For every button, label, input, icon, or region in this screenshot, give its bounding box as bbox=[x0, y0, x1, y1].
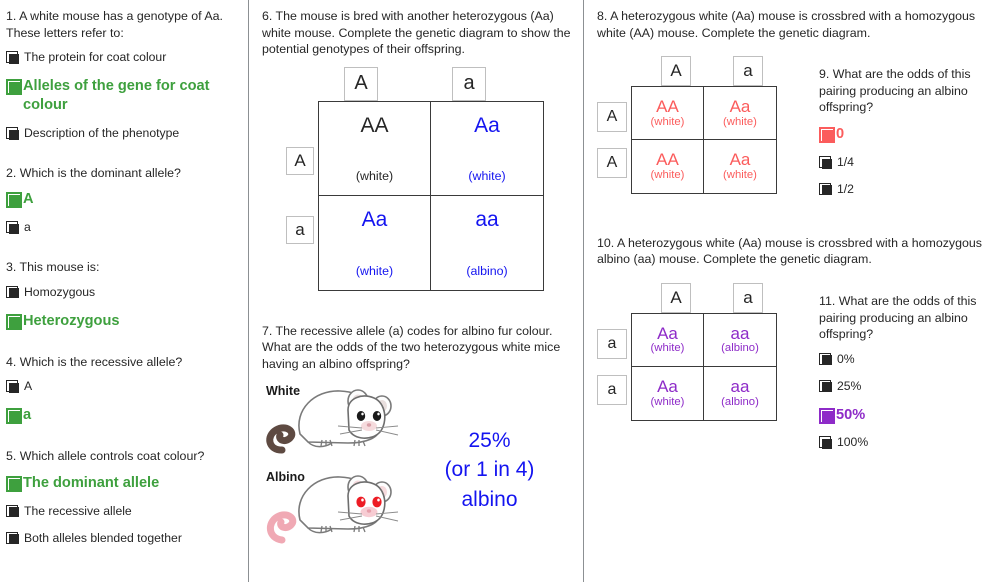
punnett-grid bbox=[631, 86, 777, 194]
option-label: 1/2 bbox=[837, 181, 854, 196]
punnett-cell[interactable] bbox=[704, 314, 776, 367]
question-10-text: 10. A heterozygous white (Aa) mouse is crossbred with a homozygous albino (aa) mouse. Complete the genetic diagram. bbox=[597, 235, 982, 267]
question-3-text: 3. This mouse is: bbox=[6, 260, 100, 275]
checkbox-icon[interactable] bbox=[819, 380, 832, 393]
allele-box-side-1: a bbox=[286, 216, 314, 244]
punnett-cell[interactable] bbox=[632, 140, 704, 193]
option-label: The protein for coat colour bbox=[24, 50, 167, 65]
allele-box-side-1: A bbox=[597, 148, 627, 178]
checkbox-icon[interactable] bbox=[6, 505, 19, 518]
allele-box-top-1: a bbox=[733, 56, 763, 86]
column-one bbox=[0, 0, 248, 582]
checkbox-icon[interactable] bbox=[819, 353, 832, 366]
punnett-cell[interactable] bbox=[431, 196, 543, 290]
question-6-text: 6. The mouse is bred with another heterozygous (Aa) white mouse. Complete the genetic diagram to show the potential genotypes of their offspring. bbox=[262, 9, 571, 57]
checkbox-icon[interactable] bbox=[6, 221, 19, 234]
cell-phenotype: (albino) bbox=[721, 342, 759, 355]
option-q5-2[interactable] bbox=[6, 531, 240, 547]
cell-phenotype: (white) bbox=[650, 395, 685, 408]
option-label: a bbox=[24, 220, 31, 235]
allele-box-top-1: a bbox=[452, 67, 486, 101]
cell-genotype: Aa bbox=[657, 377, 678, 397]
checkbox-icon[interactable] bbox=[6, 476, 21, 491]
option-label: Both alleles blended together bbox=[24, 530, 182, 545]
punnett-square-q10 bbox=[597, 283, 805, 421]
option-label: Heterozygous bbox=[23, 312, 120, 329]
punnett-cell[interactable] bbox=[319, 102, 431, 196]
question-1-options bbox=[6, 50, 240, 142]
cell-phenotype: (albino) bbox=[721, 395, 759, 408]
question-5-text: 5. Which allele controls coat colour? bbox=[6, 449, 205, 464]
checkbox-icon[interactable] bbox=[6, 532, 19, 545]
question-3-options bbox=[6, 285, 240, 331]
checkbox-icon[interactable] bbox=[819, 436, 832, 449]
option-label: a bbox=[23, 407, 32, 424]
cell-genotype: aa bbox=[730, 323, 750, 343]
option-label: 1/4 bbox=[837, 155, 854, 170]
cell-genotype: Aa bbox=[729, 150, 751, 170]
punnett-side-alleles bbox=[597, 313, 627, 421]
cell-phenotype: (white) bbox=[650, 115, 685, 128]
question-2-text: 2. Which is the dominant allele? bbox=[6, 165, 181, 180]
cell-genotype: Aa bbox=[657, 323, 678, 343]
question-7-answer bbox=[402, 380, 573, 515]
cell-genotype: AA bbox=[360, 113, 389, 137]
allele-box-side-0: A bbox=[597, 102, 627, 132]
white-mouse-label: White bbox=[266, 383, 301, 398]
question-8-text: 8. A heterozygous white (Aa) mouse is crossbred with a homozygous white (AA) mouse. Complete the genetic diagram. bbox=[597, 9, 976, 40]
punnett-cell[interactable] bbox=[632, 367, 704, 420]
option-label: The recessive allele bbox=[24, 503, 132, 518]
option-q11-2[interactable] bbox=[819, 406, 996, 425]
option-q5-1[interactable] bbox=[6, 504, 240, 520]
checkbox-icon[interactable] bbox=[6, 51, 19, 64]
option-q11-0[interactable] bbox=[819, 352, 996, 368]
allele-box-side-0: a bbox=[597, 329, 627, 359]
checkbox-icon[interactable] bbox=[6, 314, 21, 329]
albino-mouse-figure bbox=[262, 466, 402, 552]
allele-box-side-0: A bbox=[286, 147, 314, 175]
checkbox-icon[interactable] bbox=[6, 192, 21, 207]
punnett-cell[interactable] bbox=[632, 314, 704, 367]
option-q11-3[interactable] bbox=[819, 435, 996, 451]
question-1-text: 1. A white mouse has a genotype of Aa. These letters refer to: bbox=[6, 9, 223, 40]
cell-phenotype: (white) bbox=[723, 169, 757, 182]
option-q11-1[interactable] bbox=[819, 379, 996, 395]
option-q1-1[interactable] bbox=[6, 77, 240, 115]
checkbox-icon[interactable] bbox=[6, 286, 19, 299]
mice-illustrations bbox=[262, 380, 573, 552]
option-q9-2[interactable] bbox=[819, 182, 996, 198]
option-label: 0% bbox=[837, 351, 855, 366]
option-q1-0[interactable] bbox=[6, 50, 240, 66]
cell-genotype: Aa bbox=[474, 113, 500, 137]
punnett-cell[interactable] bbox=[431, 102, 543, 196]
punnett-cell[interactable] bbox=[704, 367, 776, 420]
option-label: Description of the phenotype bbox=[24, 126, 180, 141]
option-q9-0[interactable] bbox=[819, 125, 996, 144]
option-q2-1[interactable] bbox=[6, 220, 240, 236]
allele-box-top-0: A bbox=[661, 283, 691, 313]
cell-genotype: AA bbox=[656, 150, 679, 170]
cell-phenotype: (white) bbox=[355, 264, 394, 279]
punnett-cell[interactable] bbox=[319, 196, 431, 290]
cell-phenotype: (white) bbox=[650, 342, 685, 355]
option-label: 50% bbox=[836, 406, 866, 423]
punnett-grid bbox=[318, 101, 544, 291]
option-label: 25% bbox=[837, 378, 862, 393]
allele-box-top-1: a bbox=[733, 283, 763, 313]
option-label: 0 bbox=[836, 126, 845, 143]
punnett-square-q6 bbox=[286, 67, 573, 291]
checkbox-icon[interactable] bbox=[819, 127, 834, 142]
cell-phenotype: (white) bbox=[468, 169, 506, 184]
question-9-text: 9. What are the odds of this pairing producing an albino offspring? bbox=[819, 67, 971, 115]
cell-phenotype: (white) bbox=[650, 169, 685, 182]
punnett-top-alleles bbox=[661, 56, 805, 86]
punnett-cell[interactable] bbox=[632, 87, 704, 140]
question-2-options bbox=[6, 190, 240, 236]
cell-phenotype: (white) bbox=[355, 169, 394, 184]
option-label: Alleles of the gene for coat colour bbox=[23, 78, 210, 114]
question-4-text: 4. Which is the recessive allele? bbox=[6, 354, 183, 369]
cell-genotype: aa bbox=[730, 377, 750, 397]
option-q1-2[interactable] bbox=[6, 126, 240, 142]
answer-line-1: 25% bbox=[468, 428, 511, 452]
punnett-cell[interactable] bbox=[704, 87, 776, 140]
cell-genotype: Aa bbox=[361, 207, 388, 231]
question-10-block bbox=[597, 277, 996, 462]
punnett-top-alleles bbox=[344, 67, 573, 101]
cell-phenotype: (white) bbox=[723, 115, 757, 128]
option-q4-1[interactable] bbox=[6, 406, 240, 425]
checkbox-icon[interactable] bbox=[6, 408, 21, 423]
checkbox-icon[interactable] bbox=[819, 156, 832, 169]
checkbox-icon[interactable] bbox=[6, 127, 19, 140]
option-q4-0[interactable] bbox=[6, 379, 240, 395]
question-9-options bbox=[819, 125, 996, 198]
allele-box-top-0: A bbox=[661, 56, 691, 86]
cell-genotype: aa bbox=[475, 207, 499, 231]
question-11-text: 11. What are the odds of this pairing producing an albino offspring? bbox=[819, 293, 977, 342]
allele-box-side-1: a bbox=[597, 375, 627, 405]
option-label: 100% bbox=[837, 435, 869, 450]
option-label: The dominant allele bbox=[23, 474, 160, 491]
option-q5-0[interactable] bbox=[6, 474, 240, 493]
question-8-block bbox=[597, 50, 996, 209]
punnett-cell[interactable] bbox=[704, 140, 776, 193]
cell-phenotype: (albino) bbox=[466, 264, 508, 279]
option-q2-0[interactable] bbox=[6, 190, 240, 209]
cell-genotype: AA bbox=[656, 96, 679, 116]
answer-line-3: albino bbox=[461, 488, 518, 512]
question-5-options bbox=[6, 474, 240, 547]
allele-box-top-0: A bbox=[344, 67, 378, 101]
cell-genotype: Aa bbox=[729, 96, 751, 116]
option-label: Homozygous bbox=[24, 284, 96, 299]
albino-mouse-label: Albino bbox=[266, 469, 305, 484]
punnett-top-alleles bbox=[661, 283, 805, 313]
option-q3-0[interactable] bbox=[6, 285, 240, 301]
option-label: A bbox=[24, 379, 33, 394]
punnett-grid bbox=[631, 313, 777, 421]
column-two bbox=[248, 0, 583, 582]
checkbox-icon[interactable] bbox=[819, 408, 834, 423]
white-mouse-figure bbox=[262, 380, 402, 466]
checkbox-icon[interactable] bbox=[6, 79, 21, 94]
question-7-text: 7. The recessive allele (a) codes for albino fur colour. What are the odds of the two heterozygous white mice having an albino offspring? bbox=[262, 323, 561, 372]
checkbox-icon[interactable] bbox=[6, 380, 19, 393]
column-three bbox=[583, 0, 1000, 582]
answer-line-2: (or 1 in 4) bbox=[444, 458, 535, 482]
punnett-side-alleles bbox=[286, 101, 314, 291]
checkbox-icon[interactable] bbox=[819, 183, 832, 196]
punnett-square-q8 bbox=[597, 56, 805, 194]
option-q9-1[interactable] bbox=[819, 155, 996, 171]
option-label: A bbox=[23, 191, 34, 208]
question-11-options bbox=[819, 352, 996, 452]
question-4-options bbox=[6, 379, 240, 425]
punnett-side-alleles bbox=[597, 86, 627, 194]
option-q3-1[interactable] bbox=[6, 312, 240, 331]
